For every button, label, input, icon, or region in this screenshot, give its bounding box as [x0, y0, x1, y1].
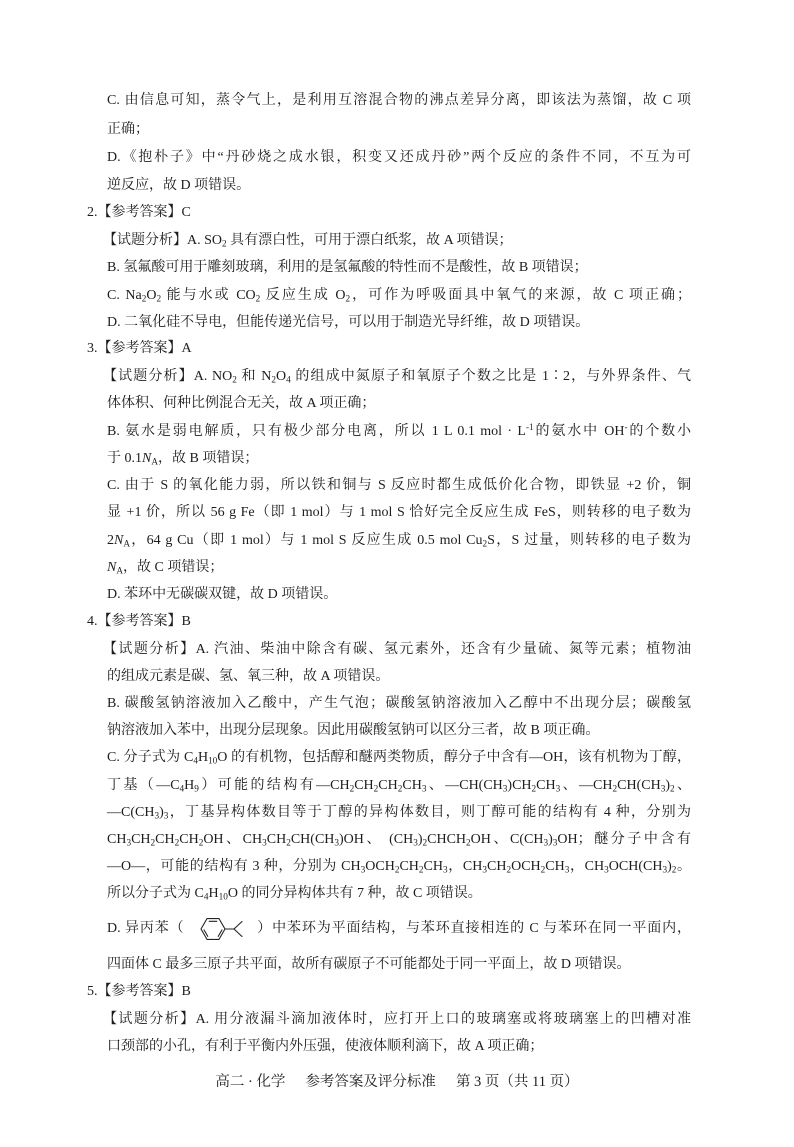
text-run: ）中苯环为平面结构，与苯环直接相连的 C 与苯环在同一平面内， [257, 921, 692, 936]
text-run: 能与水或 CO [161, 288, 256, 303]
subscript: 9 [194, 783, 199, 794]
subscript: 2 [671, 864, 677, 875]
answer-label: 【参考答案】 [97, 205, 182, 220]
subscript: 4 [179, 783, 185, 794]
italic-symbol: N [142, 451, 152, 466]
subscript: 3 [552, 837, 558, 848]
text-run: CH [107, 832, 127, 847]
text-run: )OH、 (CH [339, 832, 414, 847]
text-run: 的组成元素是碳、氢、氧三种，故 A 项错误。 [107, 669, 390, 684]
text-run: CH [131, 832, 151, 847]
subscript: 3 [262, 837, 267, 848]
subscript: 2 [397, 783, 403, 794]
text-run: B. 碳酸氢钠溶液加入乙酸中，产生气泡；碳酸氢钠溶液加入乙醇中不出现分层；碳酸氢 [107, 696, 691, 711]
q3-analysis-line [107, 558, 223, 578]
text-run: H [197, 750, 209, 765]
text-run: O 的同分异构体共有 7 种，故 C 项错误。 [227, 886, 482, 901]
text-run: C. 由于 S 的氧化能力弱，所以铁和铜与 S 反应时都生成低价化合物，即铁显 +2 价，铜 [107, 478, 691, 493]
subscript: 2 [141, 293, 147, 304]
text-run: ，可作为呼吸面具中氧气的来源，故 C 项正确； [350, 288, 691, 303]
subscript: 2 [198, 837, 204, 848]
q5-analysis-line [103, 1010, 691, 1030]
q3-analysis-line [107, 585, 337, 605]
text-run: 口颈部的小孔，有利于平衡内外压强，使液体顺利滴下，故 A 项正确； [107, 1039, 544, 1054]
text-run: 于 0.1 [107, 451, 142, 466]
text-run: OH、CH [203, 832, 263, 847]
q1-option-c-line [107, 91, 691, 111]
subscript: 3 [126, 837, 132, 848]
q3-analysis-line [107, 476, 691, 496]
q3-analysis-line [107, 394, 375, 414]
italic-symbol: N [107, 560, 117, 575]
q3-analysis-line [103, 367, 691, 387]
q2-analysis-line [107, 313, 589, 333]
text-run: OH；醚分子中含有 [557, 832, 692, 847]
text-run: CH [536, 778, 556, 793]
q3-analysis-line [107, 503, 691, 523]
text-run: D. 苯环中无碳碳双键，故 D 项错误。 [107, 587, 338, 602]
subscript: 2 [255, 293, 261, 304]
q4-analysis-line [107, 667, 389, 687]
text-run: OCH [365, 859, 395, 874]
q4-analysis-line [107, 830, 691, 850]
text-run: 所以分子式为 C [107, 886, 204, 901]
text-run: ) [665, 778, 670, 793]
subscript: 3 [442, 864, 448, 875]
text-run: 和 N [236, 369, 272, 384]
text-run: 2 [107, 533, 114, 548]
text-run: ) [548, 832, 553, 847]
subscript: 3 [502, 783, 508, 794]
q4-analysis-line [107, 803, 691, 823]
superscript: - [624, 421, 628, 432]
text-run: ) [159, 805, 164, 820]
text-run: )CH [507, 778, 532, 793]
text-run: 四面体 C 最多三原子共平面，故所有碳原子不可能都处于同一平面上，故 D 项错误。 [107, 957, 631, 972]
q4-analysis-line [107, 911, 691, 947]
subscript: 2 [345, 293, 351, 304]
text-run: CH [354, 778, 374, 793]
subscript: 3 [662, 864, 668, 875]
q4-analysis-line [107, 694, 691, 714]
subscript: 2 [669, 783, 675, 794]
subscript: A [151, 456, 159, 467]
text-run: ，CH [569, 859, 605, 874]
subscript: 2 [286, 837, 291, 848]
subscript: 2 [373, 783, 379, 794]
subscript: A [123, 538, 131, 549]
q3-analysis-line [107, 449, 258, 469]
text-run: 具有漂白性，可用于漂白纸浆，故 A 项错误； [226, 233, 513, 248]
q2-answer-heading [87, 203, 191, 223]
text-run: OH、C(CH [470, 832, 544, 847]
text-run: 【试题分析】A. SO [103, 233, 223, 248]
subscript: 2 [150, 837, 156, 848]
subscript: 10 [218, 891, 228, 902]
subscript: 2 [222, 238, 227, 249]
q4-analysis-line [103, 640, 691, 660]
subscript: 2 [156, 293, 162, 304]
answer-value: B [181, 984, 191, 999]
subscript: 2 [232, 374, 237, 385]
text-run: 反应生成 O [260, 288, 346, 303]
subscript: 2 [271, 374, 276, 385]
text-run: 逆反应，故 D 项错误。 [107, 178, 251, 193]
subscript: 10 [208, 755, 218, 766]
question-number: 3. [87, 341, 98, 356]
isopropyl-group [225, 921, 242, 936]
text-run: CH [487, 859, 507, 874]
subscript: 3 [543, 837, 549, 848]
text-run: —O—，可能的结构有 3 种，分别为 CH [107, 859, 361, 874]
subscript: 2 [349, 783, 355, 794]
q5-analysis-line [107, 1037, 543, 1057]
page-footer [0, 1072, 794, 1092]
text-run: ，64 g Cu（即 1 mol）与 1 mol S 反应生成 0.5 mol Cu [130, 533, 483, 548]
text-run: ，CH [447, 859, 483, 874]
text-run: D. 二氧化硅不导电，但能传递光信号，可以用于制造光导纤维，故 D 项错误。 [107, 315, 590, 330]
q2-analysis-line [107, 258, 588, 278]
text-run: S，S 过量，则转移的电子数为 [487, 533, 691, 548]
text-run: O 的有机物，包括醇和醚两类物质，醇分子中含有—OH，该有机物为丁醇， [217, 750, 691, 765]
text-run: O [146, 288, 157, 303]
text-run: ，丁基异构体数目等于丁醇的异构体数目，则丁醇可能的结构有 4 种，分别为 [168, 805, 691, 820]
text-run: ，故 B 项错误； [158, 451, 259, 466]
question-number: 4. [87, 614, 98, 629]
q4-analysis-line [107, 748, 691, 768]
text-run: 体体积、何种比例混合无关，故 A 项正确； [107, 396, 376, 411]
text-run: 的组成中氮原子和氧原子个数之比是 1∶2，与外界条件、气 [290, 369, 691, 384]
footer-doc-title: 参考答案及评分标准 [305, 1074, 436, 1090]
text-run: H [208, 886, 219, 901]
subscript: 3 [604, 864, 609, 875]
text-run: B. 氨水是弱电解质，只有极少部分电离，所以 1 L 0.1 mol · L [107, 424, 526, 439]
text-run: CH(CH [617, 778, 661, 793]
text-run: CH [402, 778, 422, 793]
text-run: 的个数小 [627, 424, 691, 439]
q4-analysis-line [107, 884, 482, 904]
subscript: 2 [506, 864, 512, 875]
q4-analysis-line [107, 721, 599, 741]
subscript: 3 [555, 783, 561, 794]
subscript: 3 [154, 810, 160, 821]
question-number: 5. [87, 984, 98, 999]
q2-analysis-line [107, 286, 691, 306]
q4-answer-heading [87, 612, 191, 632]
answer-value: A [181, 341, 192, 356]
text-run: ) [417, 832, 423, 847]
subscript: 3 [413, 837, 418, 848]
subscript: 2 [174, 837, 180, 848]
superscript: -1 [525, 421, 534, 432]
q4-analysis-line [107, 955, 630, 975]
subscript: A [116, 565, 124, 576]
q3-analysis-line [107, 531, 691, 551]
subscript: 4 [193, 755, 198, 766]
text-run: D.《抱朴子》中“丹砂烧之成水银，积变又还成丹砂”两个反应的条件不同，不互为可 [107, 150, 691, 165]
text-run: 。 [676, 859, 692, 874]
q1-option-c-line [107, 120, 149, 140]
footer-grade-subject: 高二 · 化学 [215, 1074, 286, 1090]
text-run: C. 由信息可知，蒸令气上，是利用互溶混合物的沸点差异分离，即该法为蒸馏，故 C 项 [107, 93, 691, 108]
text-run: CH [545, 859, 565, 874]
text-run: B. 氢氟酸可用于雕刻玻璃，利用的是氢氟酸的特性而不是酸性，故 B 项错误； [107, 260, 588, 275]
text-run: CH [266, 832, 287, 847]
text-run: D. 异丙苯（ [107, 921, 185, 936]
text-run: CH [378, 778, 398, 793]
subscript: 2 [531, 783, 537, 794]
text-run: CHCH [427, 832, 467, 847]
text-run: OCH [511, 859, 541, 874]
q3-analysis-line [107, 422, 691, 442]
footer-page-info: 第 3 页（共 11 页） [455, 1074, 579, 1090]
text-run: ，故 C 项错误； [123, 560, 224, 575]
subscript: 2 [394, 864, 400, 875]
question-number: 2. [87, 205, 98, 220]
text-run: 【试题分析】A. NO [103, 369, 233, 384]
text-run: 的氨水中 OH [533, 424, 625, 439]
answer-value: C [181, 205, 191, 220]
q4-analysis-line [107, 776, 691, 796]
text-run: —C(CH [107, 805, 155, 820]
text-run: ) [667, 859, 672, 874]
subscript: 3 [482, 864, 488, 875]
text-run: O [275, 369, 287, 384]
text-run: C. Na [107, 288, 142, 303]
subscript: 3 [360, 864, 366, 875]
q5-answer-heading [87, 982, 191, 1002]
subscript: 2 [612, 783, 618, 794]
q1-option-d-line [107, 176, 250, 196]
answer-label: 【参考答案】 [97, 614, 182, 629]
subscript: 3 [421, 783, 427, 794]
italic-symbol: N [114, 533, 124, 548]
text-run: 显 +1 价，所以 56 g Fe（即 1 mol）与 1 mol S 恰好完全反应生成 FeS，则转移的电子数为 [107, 505, 691, 520]
text-run: 、—CH(CH [426, 778, 503, 793]
subscript: 3 [334, 837, 340, 848]
q1-option-d-line [107, 148, 691, 168]
text-run: CH [399, 859, 419, 874]
answer-value: B [181, 614, 191, 629]
text-run: 【试题分析】A. 汽油、柴油中除含有碳、氢元素外，还含有少量硫、氮等元素；植物油 [103, 642, 691, 657]
subscript: 2 [540, 864, 546, 875]
subscript: 3 [660, 783, 666, 794]
subscript: 3 [564, 864, 570, 875]
q2-analysis-line [103, 231, 512, 251]
text-run: CH [155, 832, 175, 847]
text-run: CH [179, 832, 199, 847]
ring-double-bonds [204, 921, 222, 936]
text-run: 【试题分析】A. 用分液漏斗滴加液体时，应打开上口的玻璃塞或将玻璃塞上的凹槽对准 [103, 1012, 691, 1027]
text-run: 、 [674, 778, 692, 793]
answer-label: 【参考答案】 [97, 984, 182, 999]
text-run: H [184, 778, 195, 793]
text-run: 丁基（—C [107, 778, 180, 793]
subscript: 2 [418, 864, 424, 875]
subscript: 4 [286, 374, 291, 385]
text-run: 钠溶液加入苯中，出现分层现象。因此用碳酸氢钠可以区分三者，故 B 项正确。 [107, 723, 600, 738]
subscript: 4 [203, 891, 209, 902]
text-run: OCH(CH [608, 859, 663, 874]
answer-label: 【参考答案】 [97, 341, 182, 356]
isopropylbenzene-structure [197, 914, 245, 944]
q3-answer-heading [87, 339, 192, 359]
text-run: 正确； [107, 122, 149, 137]
q4-analysis-line [107, 857, 691, 877]
subscript: 2 [422, 837, 428, 848]
text-run: CH(CH [290, 832, 335, 847]
subscript: 3 [163, 810, 169, 821]
text-run: ）可能的结构有—CH [198, 778, 350, 793]
text-run: 、—CH [560, 778, 613, 793]
subscript: 2 [482, 538, 488, 549]
text-run: CH [423, 859, 443, 874]
subscript: 2 [466, 837, 471, 848]
text-run: C. 分子式为 C [107, 750, 194, 765]
